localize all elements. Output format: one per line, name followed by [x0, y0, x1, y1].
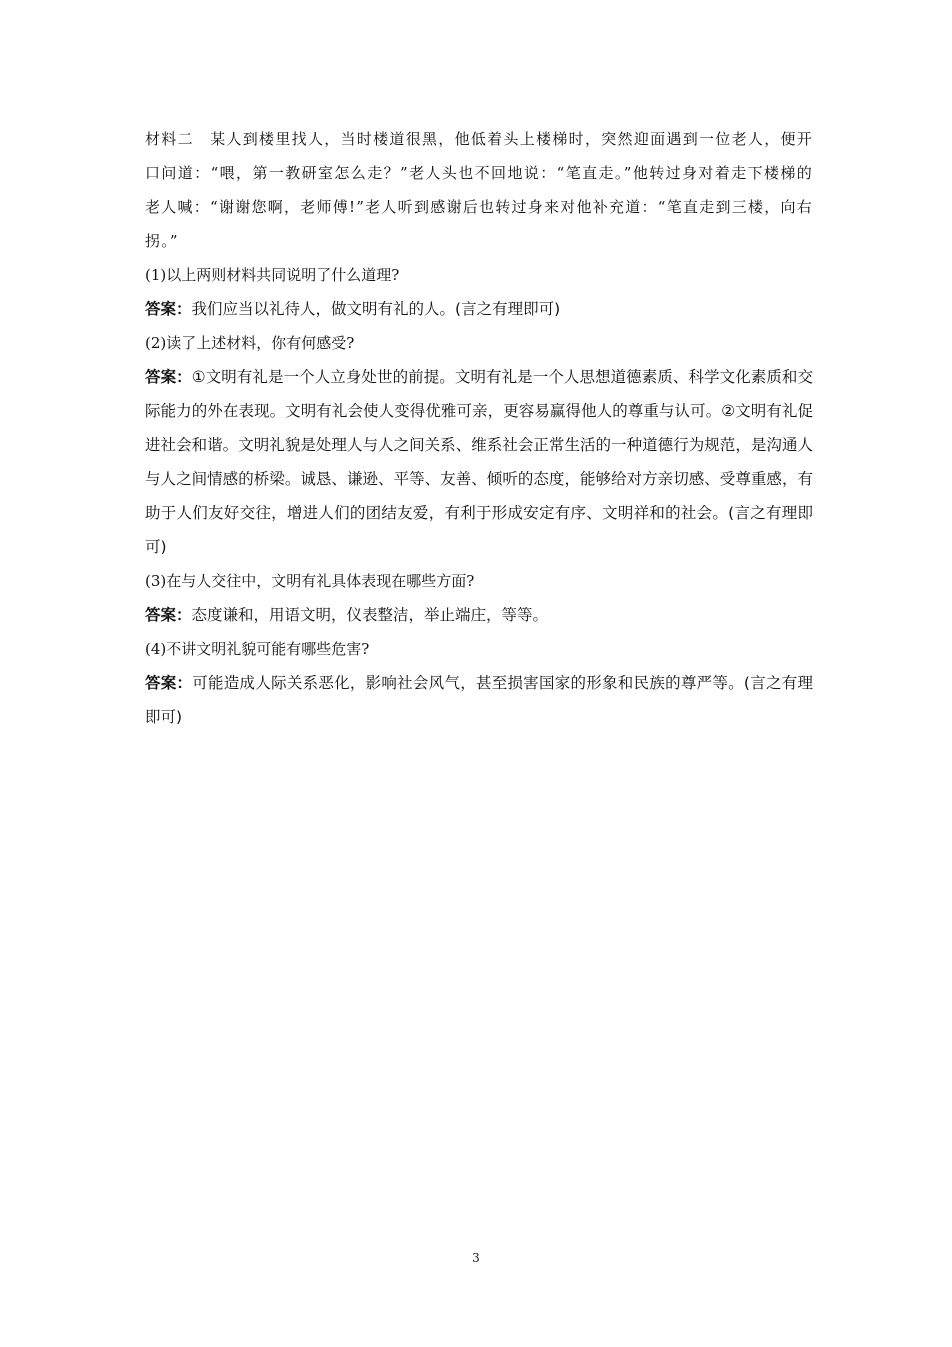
question-1: (1)以上两则材料共同说明了什么道理?: [145, 266, 400, 284]
answer-text: 态度谦和，用语文明，仪表整洁，举止端庄，等等。: [191, 606, 549, 624]
question-2: (2)读了上述材料，你有何感受?: [145, 334, 355, 352]
answer-text: 我们应当以礼待人，做文明有礼的人。(言之有理即可): [191, 300, 561, 318]
answer-text: ①文明有礼是一个人立身处世的前提。文明有礼是一个人思想道德素质、科学文化素质和交际能力的外在表现。文明有礼会使人变得优雅可亲，更容易赢得他人的尊重与认可。②文明有礼促进社会和谐。文明礼貌是处理人与人之间关系、维系社会正常生活的一种道德行为规范，是沟通人与人之间情感的桥梁。诚恳、谦逊、平等、友善、倾听的态度，能够给对方亲切感、受尊重感，有助于人们友好交往，增进人们的团结友爱，有利于形成安定有序、文明祥和的社会。(言之有理即可): [145, 368, 813, 556]
answer-1: [145, 292, 813, 326]
question-4: (4)不讲文明礼貌可能有哪些危害?: [145, 640, 370, 658]
answer-label: 答案：: [145, 368, 192, 386]
answer-2: [145, 360, 813, 564]
answer-text: 可能造成人际关系恶化，影响社会风气，甚至损害国家的形象和民族的尊严等。(言之有理即可): [145, 674, 813, 726]
page-number: 3: [472, 1251, 480, 1265]
page-content: [145, 122, 813, 734]
answer-label: 答案：: [145, 606, 192, 624]
answer-label: 答案：: [145, 674, 193, 692]
answer-3: [145, 598, 813, 632]
answer-label: 答案：: [145, 300, 192, 318]
question-3: (3)在与人交往中，文明有礼具体表现在哪些方面?: [145, 572, 475, 590]
material-two-paragraph: 材料二 某人到楼里找人，当时楼道很黑，他低着头上楼梯时，突然迎面遇到一位老人，便开口问道：“喂，第一教研室怎么走？”老人头也不回地说：“笔直走。”他转过身对着走下楼梯的老人喊：“谢谢您啊，老师傅!”老人听到感谢后也转过身来对他补充道：“笔直走到三楼，向右拐。”: [145, 130, 813, 250]
answer-4: [145, 666, 813, 734]
